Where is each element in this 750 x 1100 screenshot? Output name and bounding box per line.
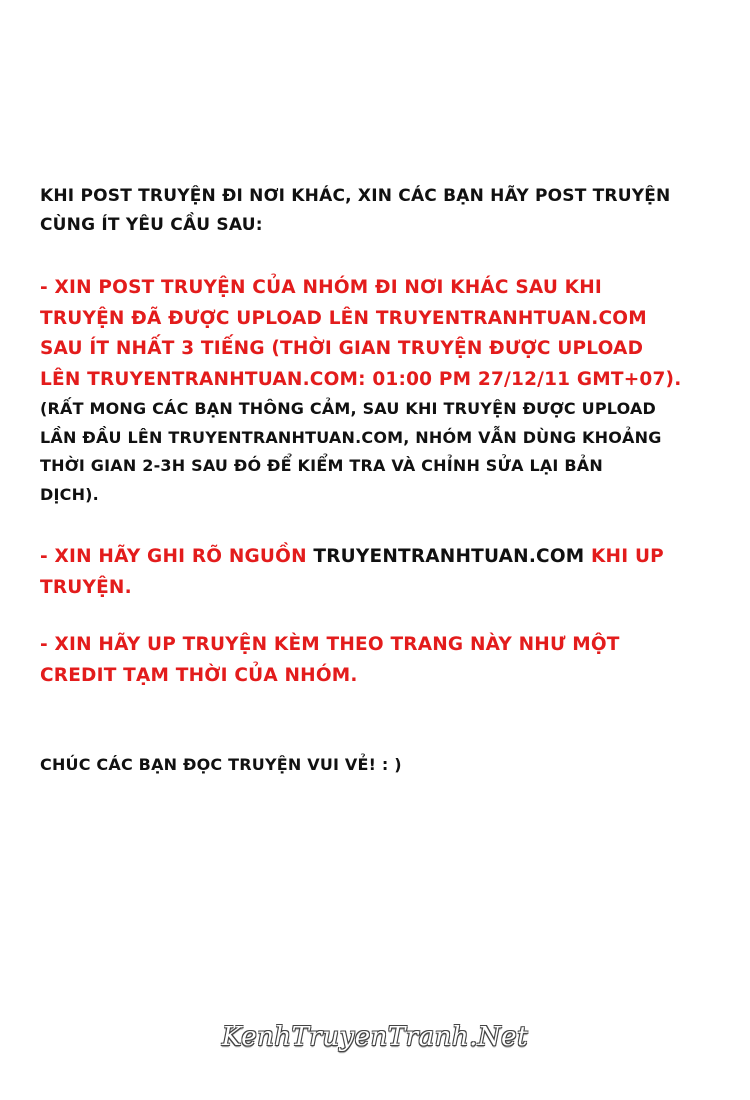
watermark-logo: KenhTruyenTranh.Net xyxy=(221,1022,529,1052)
source-site: TRUYENTRANHTUAN.COM xyxy=(313,546,585,567)
intro-line: CÙNG ÍT YÊU CẦU SAU: xyxy=(40,215,263,235)
rule-line: SAU ÍT NHẤT 3 TIẾNG (THỜI GIAN TRUYỆN ĐƯỢC UPLOAD xyxy=(40,338,644,359)
rule-line: CREDIT TẠM THỜI CỦA NHÓM. xyxy=(40,664,358,686)
intro-paragraph xyxy=(40,182,720,240)
note-line: LẦN ĐẦU LÊN TRUYENTRANHTUAN.COM, NHÓM VẪN DÙNG KHOẢNG xyxy=(40,427,662,447)
rule-text: - XIN HÃY GHI RÕ NGUỒN xyxy=(40,546,314,567)
rule-include-page xyxy=(40,630,720,691)
rule-line: - XIN POST TRUYỆN CỦA NHÓM ĐI NƠI KHÁC SAU KHI xyxy=(40,277,602,298)
apology-note xyxy=(40,395,720,509)
note-line: DỊCH). xyxy=(40,484,99,504)
note-line: THỜI GIAN 2-3H SAU ĐÓ ĐỂ KIỂM TRA VÀ CHỈNH SỬA LẠI BẢN xyxy=(40,456,603,475)
note-line: (RẤT MONG CÁC BẠN THÔNG CẢM, SAU KHI TRUYỆN ĐƯỢC UPLOAD xyxy=(40,399,657,418)
intro-line: KHI POST TRUYỆN ĐI NƠI KHÁC, XIN CÁC BẠN HÃY POST TRUYỆN xyxy=(40,186,671,206)
rule-text: KHI UP xyxy=(584,546,664,567)
rule-line: TRUYỆN. xyxy=(40,576,132,598)
rule-line: - XIN HÃY UP TRUYỆN KÈM THEO TRANG NÀY NHƯ MỘT xyxy=(40,634,620,655)
rule-line: LÊN TRUYENTRANHTUAN.COM: 01:00 PM 27/12/11 GMT+07). xyxy=(40,368,682,390)
rule-line xyxy=(40,542,720,573)
rule-credit-source xyxy=(40,542,720,603)
closing-message xyxy=(40,751,720,779)
closing-line: CHÚC CÁC BẠN ĐỌC TRUYỆN VUI VẺ! : ) xyxy=(40,755,402,774)
rule-upload-delay xyxy=(40,273,720,395)
rule-line: TRUYỆN ĐÃ ĐƯỢC UPLOAD LÊN TRUYENTRANHTUAN.COM xyxy=(40,307,647,329)
notice-text xyxy=(40,182,720,779)
